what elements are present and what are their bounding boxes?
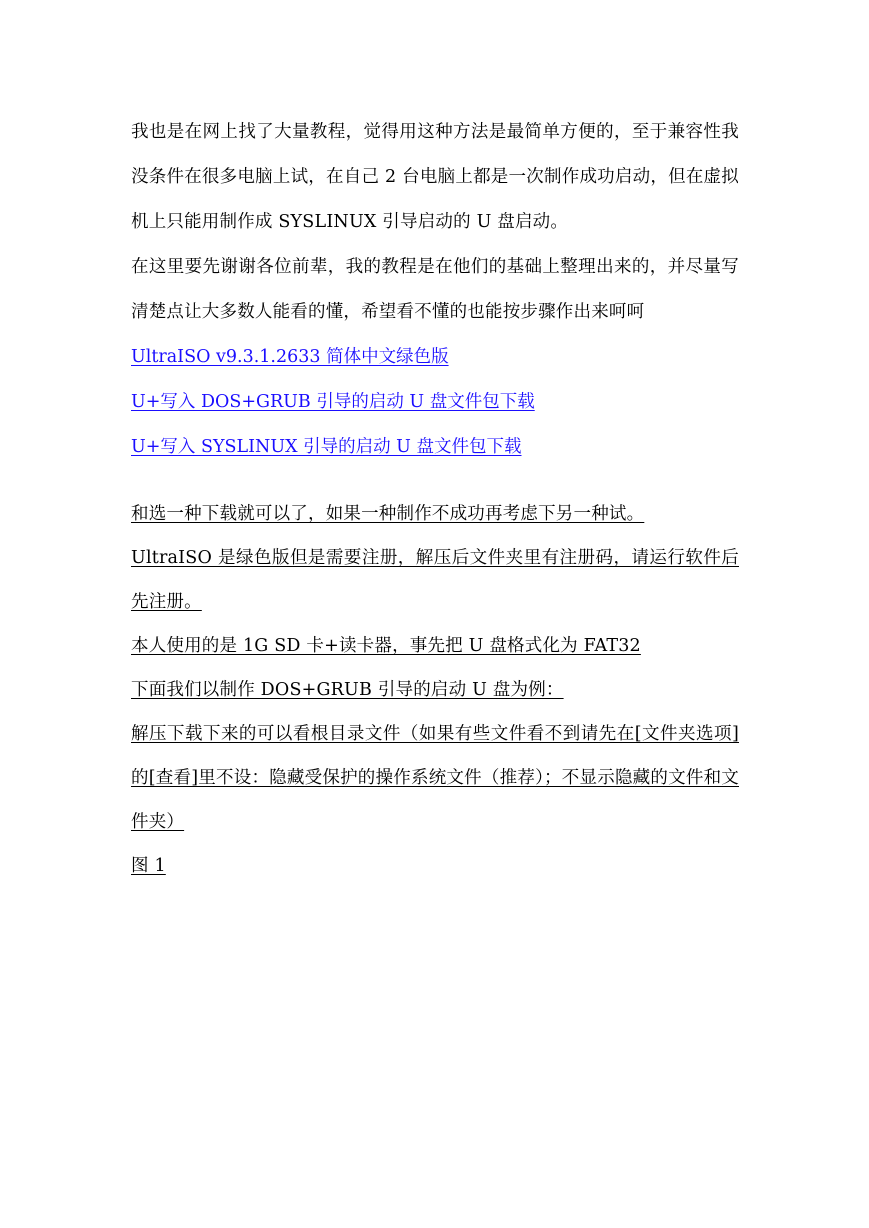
ultraiso-download-link[interactable]: UltraISO v9.3.1.2633 简体中文绿色版 [131, 347, 449, 367]
register-text: UltraISO 是绿色版但是需要注册，解压后文件夹里有注册码，请运行软件后先注册。 [131, 548, 739, 612]
unzip-paragraph [131, 712, 739, 844]
choose-text: 和选一种下载就可以了，如果一种制作不成功再考虑下另一种试。 [131, 504, 645, 524]
example-line [131, 668, 739, 712]
intro-paragraph: 我也是在网上找了大量教程，觉得用这种方法是最简单方便的，至于兼容性我没条件在很多电脑上试，在自己 2 台电脑上都是一次制作成功启动，但在虚拟机上只能用制作成 SYSLINUX 引导启动的 U 盘启动。 [131, 122, 739, 232]
thanks-paragraph: 在这里要先谢谢各位前辈，我的教程是在他们的基础上整理出来的，并尽量写清楚点让大多数人能看的懂，希望看不懂的也能按步骤作出来呵呵 [131, 257, 739, 322]
example-text: 下面我们以制作 DOS+GRUB 引导的启动 U 盘为例： [131, 680, 564, 700]
syslinux-package-link[interactable]: U+写入 SYSLINUX 引导的启动 U 盘文件包下载 [131, 437, 522, 457]
unzip-text: 解压下载下来的可以看根目录文件（如果有些文件看不到请先在[文件夹选项]的[查看]里不设：隐藏受保护的操作系统文件（推荐）；不显示隐藏的文件和文件夹） [131, 724, 739, 832]
device-text: 本人使用的是 1G SD 卡+读卡器，事先把 U 盘格式化为 FAT32 [131, 636, 641, 656]
spacer [131, 470, 739, 492]
register-paragraph [131, 536, 739, 624]
dos-grub-package-link[interactable]: U+写入 DOS+GRUB 引导的启动 U 盘文件包下载 [131, 392, 535, 412]
figure-label-text: 图 1 [131, 856, 166, 876]
choose-paragraph [131, 492, 739, 536]
document-body [131, 110, 739, 888]
figure-label [131, 844, 739, 888]
device-line [131, 624, 739, 668]
